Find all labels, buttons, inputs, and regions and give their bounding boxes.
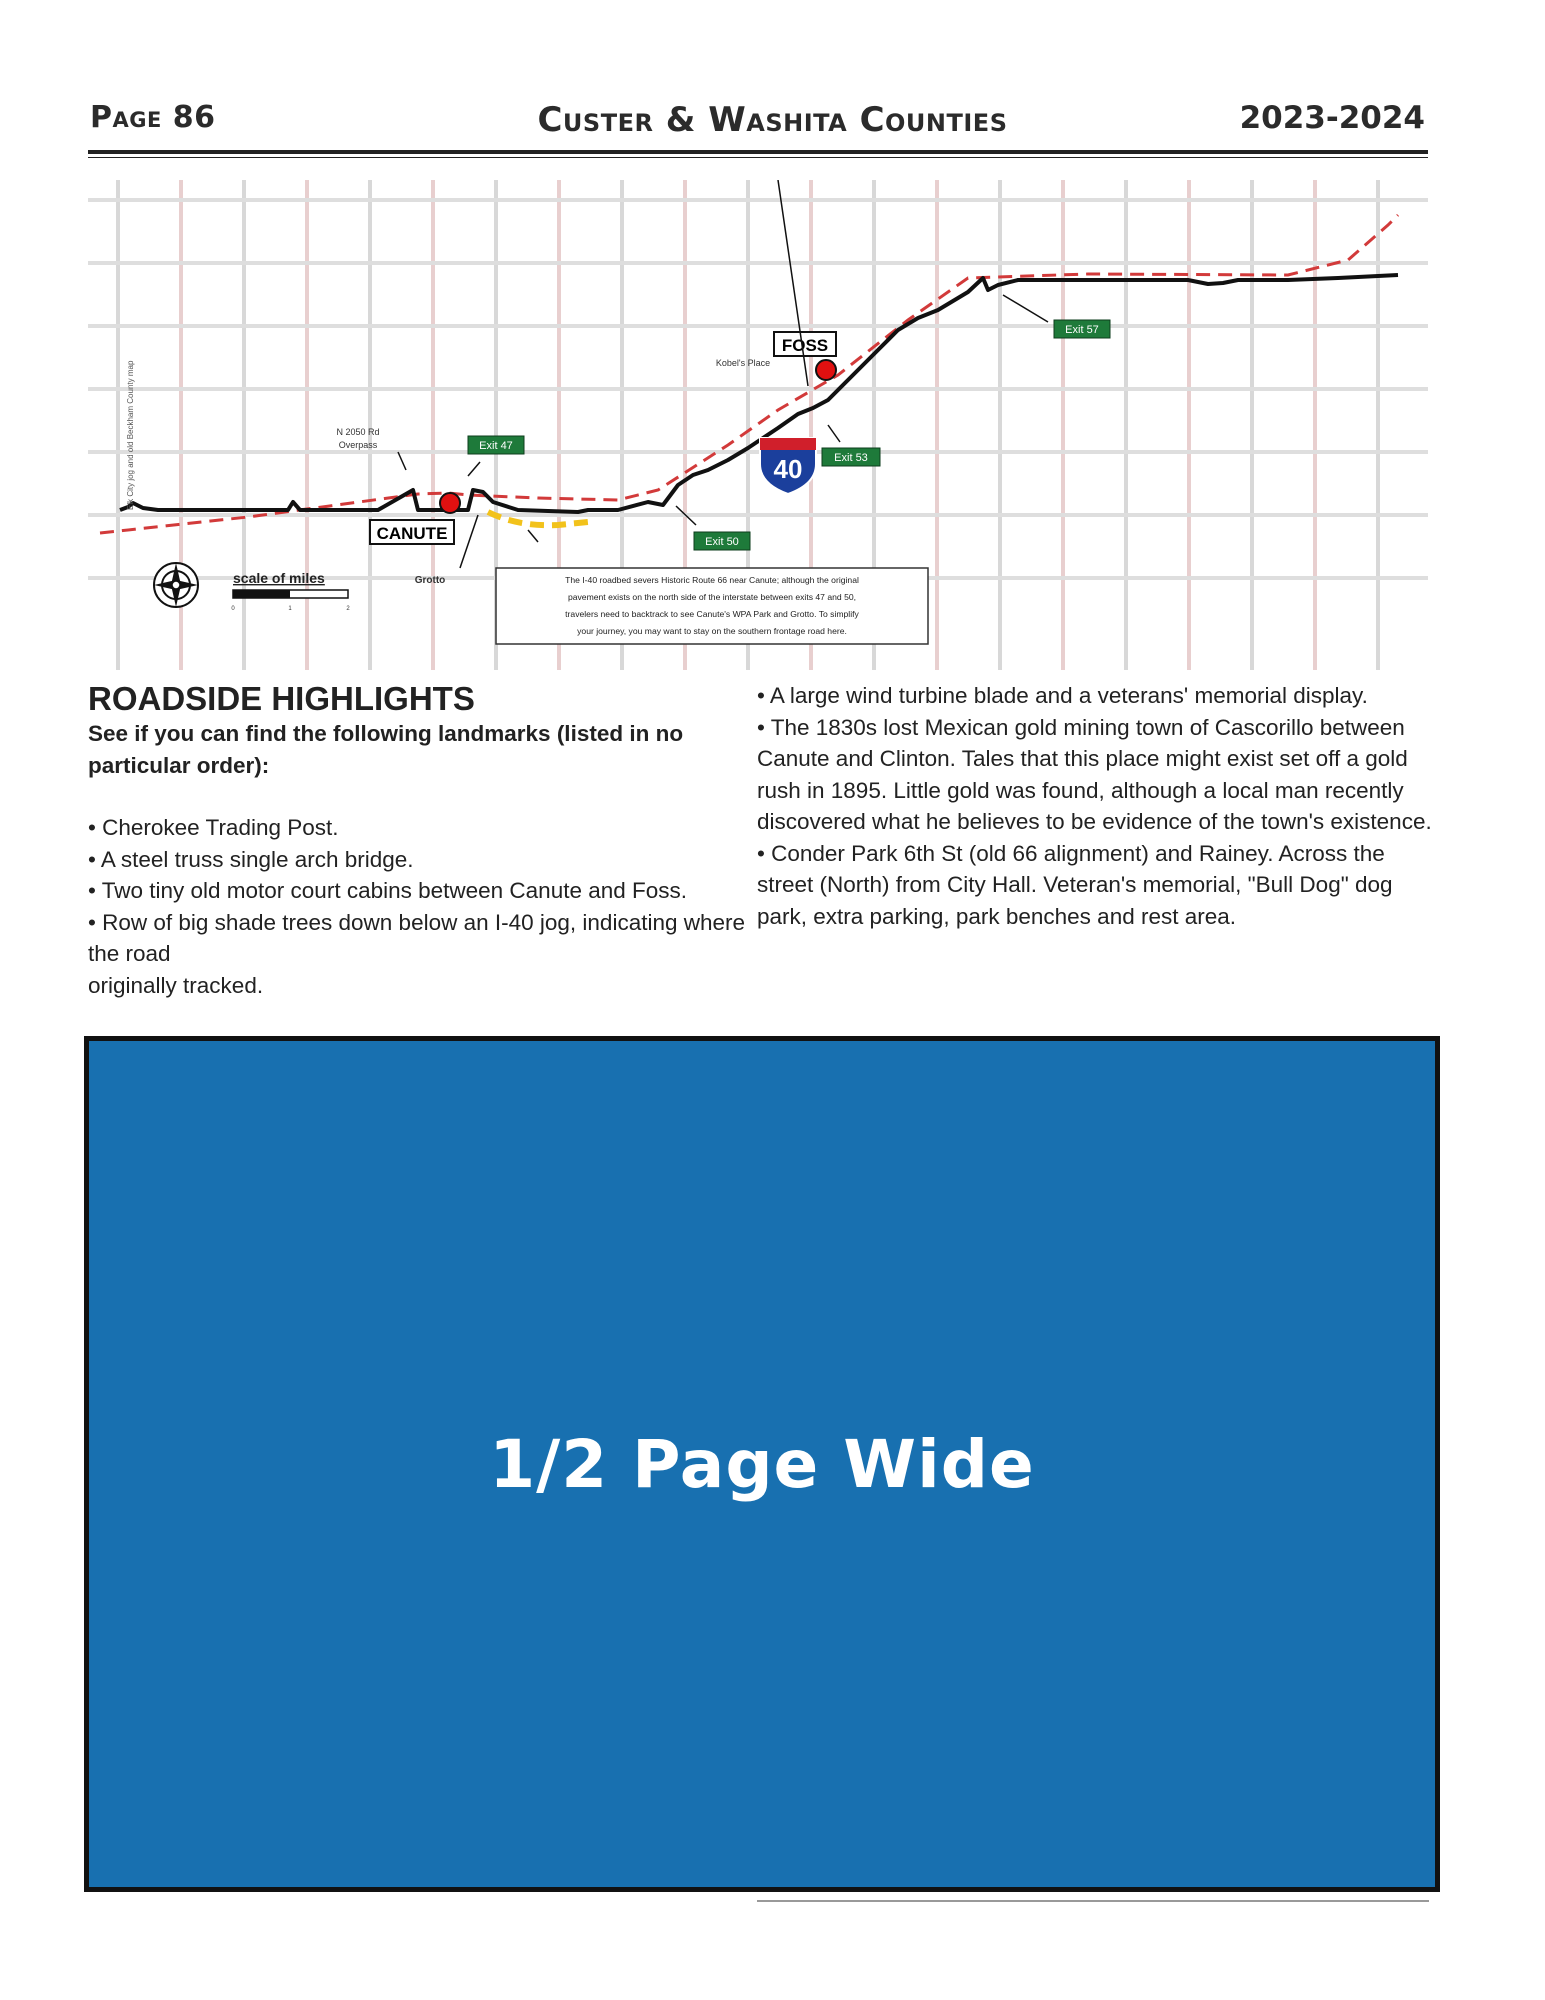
overpass-label-line2: Overpass [338,440,378,450]
half-page-ad-placeholder [84,1036,1440,1892]
highlights-right-column [757,680,1432,932]
publication-year: 2023-2024 [1239,100,1425,136]
map-note-line: The I-40 roadbed severs Historic Route 66 near Canute; although the original [565,575,859,585]
svg-text:scale of miles: scale of miles [233,570,325,586]
svg-text:40: 40 [773,454,803,484]
svg-text:1: 1 [288,606,292,612]
header-rule [88,150,1428,154]
svg-text:Exit 50: Exit 50 [705,536,739,548]
list-item: originally tracked. [88,972,264,998]
list-item: • Conder Park 6th St (old 66 alignment) and Rainey. Across the street (North) from City Hall. Veteran's memorial, "Bull Dog" dog park, extra parking, park benches and rest area. [757,840,1393,929]
section-subtitle: See if you can find the following landmarks (listed in no particular order): [88,721,684,778]
map-note-line: your journey, you may want to stay on the southern frontage road here. [577,626,847,636]
header-rule-thin [88,157,1428,158]
list-item: • Row of big shade trees down below an I-40 jog, indicating where the road [88,909,746,966]
compass-rose-icon [154,563,198,607]
publication-title: Custer & Washita Counties [537,100,1008,140]
map-note-box [496,568,928,644]
list-item: • The 1830s lost Mexican gold mining town of Cascorillo between Canute and Clinton. Tales that this place might exist set off a gold rush in 1895. Little gold was found, although a local man recently discovered what he believes to be evidence of the town's existence. [757,714,1432,834]
overpass-label-line1: N 2050 Rd [336,427,380,437]
interstate-40-shield [760,438,816,494]
list-item: • A steel truss single arch bridge. [88,846,414,872]
exit-53-sign [822,448,880,466]
list-item: • Cherokee Trading Post. [88,815,339,840]
kobels-place-label: Kobel's Place [715,358,771,368]
foss-marker [816,360,836,380]
list-item: • Two tiny old motor court cabins between Canute and Foss. [88,878,688,903]
ad-label: 1/2 Page Wide [489,1425,1035,1503]
page-number: Page 86 [90,100,216,135]
main-route-line [120,275,1398,512]
svg-text:0: 0 [231,606,235,612]
foss-label [774,332,836,356]
route-66-map [88,180,1428,670]
svg-text:Exit 47: Exit 47 [479,440,513,452]
section-title: ROADSIDE HIGHLIGHTS [88,680,475,717]
map-note-line: travelers need to backtrack to see Canute's WPA Park and Grotto. To simplify [565,609,859,619]
exit-47-sign [468,436,524,454]
svg-text:Exit 53: Exit 53 [834,452,868,464]
svg-text:Exit 57: Exit 57 [1065,324,1099,336]
list-item: • A large wind turbine blade and a veterans' memorial display. [757,683,1368,708]
svg-text:FOSS: FOSS [781,336,829,355]
canute-label [370,520,454,544]
svg-text:2: 2 [346,606,350,612]
footer-rule [757,1900,1429,1902]
exit-50-sign [694,532,750,550]
map-note-line: pavement exists on the north side of the interstate between exits 47 and 50, [567,592,857,602]
canute-marker [440,493,460,513]
exit-57-sign [1054,320,1110,338]
svg-text:CANUTE: CANUTE [376,524,448,543]
highlights-left-column [88,680,748,1001]
grotto-label: Grotto [414,575,446,586]
side-note-label: Elk City jog and old Beckham County map [126,360,135,510]
